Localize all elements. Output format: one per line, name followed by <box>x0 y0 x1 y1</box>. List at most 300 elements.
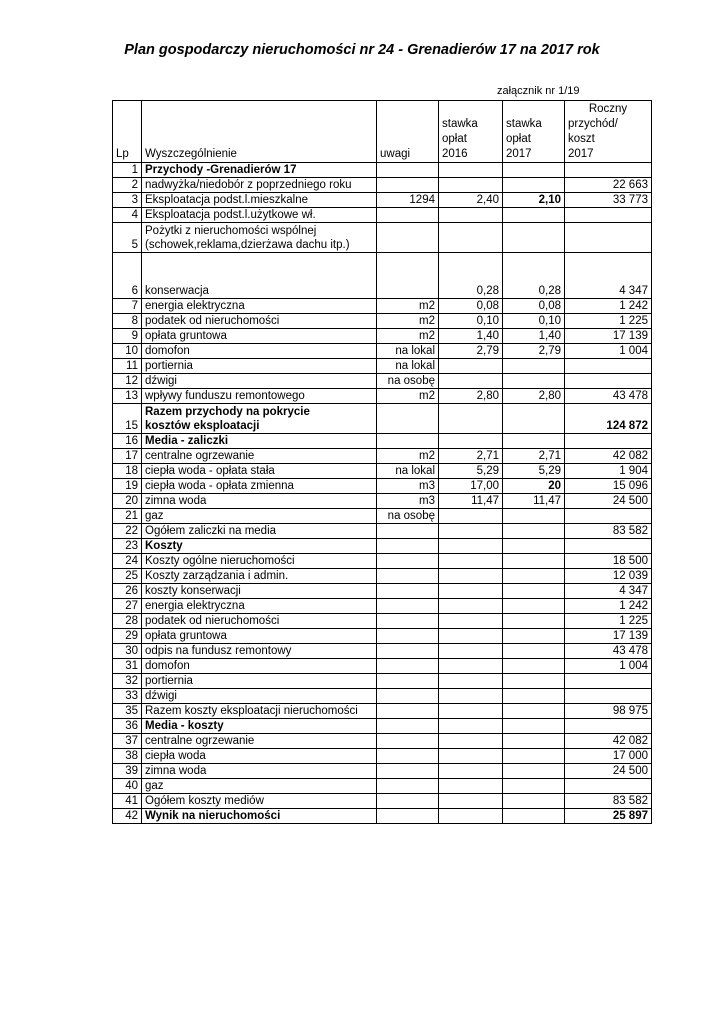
cell-annual: 4 347 <box>565 253 652 299</box>
cell-notes <box>377 719 439 734</box>
cell-rate-2016 <box>439 734 503 749</box>
cell-description: koszty konserwacji <box>142 584 377 599</box>
cell-annual: 1 904 <box>565 464 652 479</box>
cell-rate-2016 <box>439 749 503 764</box>
table-row <box>113 193 652 208</box>
cell-rate-2017 <box>503 629 565 644</box>
cell-rate-2017: 2,10 <box>503 193 565 208</box>
cell-rate-2017 <box>503 614 565 629</box>
cell-lp: 31 <box>113 659 142 674</box>
cell-notes <box>377 434 439 449</box>
cell-rate-2016 <box>439 524 503 539</box>
cell-lp: 29 <box>113 629 142 644</box>
header-lp: Lp <box>113 101 142 163</box>
cell-annual <box>565 208 652 223</box>
cell-description: Razem koszty eksploatacji nieruchomości <box>142 704 377 719</box>
cell-rate-2017 <box>503 163 565 178</box>
cell-rate-2017: 0,08 <box>503 299 565 314</box>
cell-annual: 83 582 <box>565 524 652 539</box>
cell-annual: 1 225 <box>565 314 652 329</box>
header-rate-2017 <box>503 101 565 163</box>
cell-lp: 28 <box>113 614 142 629</box>
cell-notes <box>377 599 439 614</box>
table-row <box>113 599 652 614</box>
cell-rate-2016 <box>439 794 503 809</box>
cell-lp: 13 <box>113 389 142 404</box>
cell-description: portiernia <box>142 359 377 374</box>
header-notes: uwagi <box>377 101 439 163</box>
cell-description-line: kosztów eksploatacji <box>145 420 260 432</box>
cell-description: centralne ogrzewanie <box>142 449 377 464</box>
cell-description: wpływy funduszu remontowego <box>142 389 377 404</box>
cell-lp: 38 <box>113 749 142 764</box>
cell-rate-2016 <box>439 178 503 193</box>
cell-lp: 3 <box>113 193 142 208</box>
cell-rate-2016 <box>439 614 503 629</box>
cell-rate-2017 <box>503 644 565 659</box>
cell-rate-2016: 1,40 <box>439 329 503 344</box>
cell-rate-2017: 2,79 <box>503 344 565 359</box>
cell-annual: 12 039 <box>565 569 652 584</box>
cell-rate-2016 <box>439 374 503 389</box>
cell-rate-2017 <box>503 719 565 734</box>
cell-lp: 8 <box>113 314 142 329</box>
table-row <box>113 163 652 178</box>
cell-lp: 21 <box>113 509 142 524</box>
cell-lp: 5 <box>113 223 142 253</box>
table-row <box>113 629 652 644</box>
cell-description: energia elektryczna <box>142 599 377 614</box>
cell-description: Przychody -Grenadierów 17 <box>142 163 377 178</box>
header-annual-line: koszt <box>568 133 595 145</box>
cell-annual: 124 872 <box>565 404 652 434</box>
cell-notes: m3 <box>377 479 439 494</box>
cell-notes: na lokal <box>377 464 439 479</box>
cell-annual: 24 500 <box>565 764 652 779</box>
cell-lp: 35 <box>113 704 142 719</box>
cell-annual <box>565 674 652 689</box>
cell-description: dźwigi <box>142 374 377 389</box>
cell-rate-2016 <box>439 764 503 779</box>
cell-notes: m2 <box>377 449 439 464</box>
cell-annual: 43 478 <box>565 644 652 659</box>
cell-notes: na osobę <box>377 509 439 524</box>
cell-rate-2017: 5,29 <box>503 464 565 479</box>
cell-notes: m2 <box>377 314 439 329</box>
cell-rate-2016 <box>439 674 503 689</box>
cell-lp: 11 <box>113 359 142 374</box>
cell-lp: 4 <box>113 208 142 223</box>
header-annual-line: Roczny <box>588 103 628 115</box>
cell-annual: 1 004 <box>565 659 652 674</box>
table-row <box>113 779 652 794</box>
cell-lp: 39 <box>113 764 142 779</box>
cell-description: nadwyżka/niedobór z poprzedniego roku <box>142 178 377 193</box>
cell-annual <box>565 689 652 704</box>
cell-rate-2016: 17,00 <box>439 479 503 494</box>
cell-description: Media - koszty <box>142 719 377 734</box>
cell-annual: 98 975 <box>565 704 652 719</box>
cell-description: energia elektryczna <box>142 299 377 314</box>
cell-description: opłata gruntowa <box>142 629 377 644</box>
cell-notes <box>377 404 439 434</box>
cell-notes <box>377 569 439 584</box>
cell-rate-2016: 2,79 <box>439 344 503 359</box>
cell-notes <box>377 223 439 253</box>
cell-rate-2016: 11,47 <box>439 494 503 509</box>
cell-annual <box>565 539 652 554</box>
table-row <box>113 359 652 374</box>
cell-description: Eksploatacja podst.l.mieszkalne <box>142 193 377 208</box>
header-rate-2016-line: stawka <box>442 118 478 130</box>
cell-description: centralne ogrzewanie <box>142 734 377 749</box>
cell-description: opłata gruntowa <box>142 329 377 344</box>
cell-rate-2016 <box>439 569 503 584</box>
cell-annual: 18 500 <box>565 554 652 569</box>
cell-rate-2016 <box>439 629 503 644</box>
cell-description: Koszty ogólne nieruchomości <box>142 554 377 569</box>
cell-lp: 9 <box>113 329 142 344</box>
cell-description: dźwigi <box>142 689 377 704</box>
cell-annual: 83 582 <box>565 794 652 809</box>
cell-annual <box>565 719 652 734</box>
cell-description: zimna woda <box>142 764 377 779</box>
table-row <box>113 479 652 494</box>
cell-notes <box>377 749 439 764</box>
cell-rate-2016 <box>439 434 503 449</box>
cell-annual <box>565 434 652 449</box>
cell-rate-2016 <box>439 809 503 824</box>
cell-description-line: Pożytki z nieruchomości wspólnej <box>145 225 317 237</box>
cell-rate-2017 <box>503 659 565 674</box>
cell-lp: 1 <box>113 163 142 178</box>
cell-annual: 17 139 <box>565 629 652 644</box>
plan-table <box>112 100 652 824</box>
cell-description: Media - zaliczki <box>142 434 377 449</box>
cell-description: Koszty zarządzania i admin. <box>142 569 377 584</box>
cell-notes: m3 <box>377 494 439 509</box>
table-row <box>113 253 652 299</box>
cell-annual: 17 000 <box>565 749 652 764</box>
cell-description-line: (schowek,reklama,dzierżawa dachu itp.) <box>145 239 350 251</box>
cell-lp: 32 <box>113 674 142 689</box>
page-title: Plan gospodarczy nieruchomości nr 24 - Grenadierów 17 na 2017 rok <box>124 42 600 58</box>
cell-annual: 43 478 <box>565 389 652 404</box>
cell-rate-2017 <box>503 178 565 193</box>
cell-notes <box>377 178 439 193</box>
cell-annual: 24 500 <box>565 494 652 509</box>
cell-annual <box>565 779 652 794</box>
cell-rate-2017 <box>503 404 565 434</box>
cell-notes <box>377 779 439 794</box>
cell-notes <box>377 809 439 824</box>
cell-rate-2017: 1,40 <box>503 329 565 344</box>
cell-lp: 30 <box>113 644 142 659</box>
cell-rate-2017 <box>503 539 565 554</box>
table-row <box>113 509 652 524</box>
cell-annual: 4 347 <box>565 584 652 599</box>
cell-rate-2016 <box>439 509 503 524</box>
cell-notes <box>377 253 439 299</box>
cell-notes <box>377 674 439 689</box>
cell-description: gaz <box>142 509 377 524</box>
cell-description: domofon <box>142 344 377 359</box>
table-row <box>113 539 652 554</box>
cell-lp: 24 <box>113 554 142 569</box>
cell-notes <box>377 644 439 659</box>
cell-notes: na osobę <box>377 374 439 389</box>
cell-notes <box>377 163 439 178</box>
cell-notes <box>377 208 439 223</box>
cell-rate-2016 <box>439 779 503 794</box>
cell-description: ciepła woda - opłata stała <box>142 464 377 479</box>
table-row <box>113 584 652 599</box>
cell-notes: 1294 <box>377 193 439 208</box>
cell-notes <box>377 659 439 674</box>
cell-annual <box>565 374 652 389</box>
cell-description: Wynik na nieruchomości <box>142 809 377 824</box>
cell-lp: 37 <box>113 734 142 749</box>
cell-notes: m2 <box>377 299 439 314</box>
header-rate-2016-line: opłat <box>442 133 467 145</box>
cell-notes <box>377 689 439 704</box>
cell-lp: 10 <box>113 344 142 359</box>
cell-annual: 1 004 <box>565 344 652 359</box>
cell-rate-2017 <box>503 809 565 824</box>
cell-rate-2017 <box>503 584 565 599</box>
cell-description <box>142 223 377 253</box>
cell-rate-2016 <box>439 359 503 374</box>
header-description: Wyszczególnienie <box>142 101 377 163</box>
cell-rate-2017 <box>503 779 565 794</box>
cell-rate-2017 <box>503 689 565 704</box>
cell-rate-2016: 2,71 <box>439 449 503 464</box>
cell-rate-2017: 2,71 <box>503 449 565 464</box>
table-row <box>113 434 652 449</box>
cell-lp: 16 <box>113 434 142 449</box>
cell-description: portiernia <box>142 674 377 689</box>
cell-rate-2016: 0,10 <box>439 314 503 329</box>
cell-lp: 6 <box>113 253 142 299</box>
cell-annual: 22 663 <box>565 178 652 193</box>
cell-description: domofon <box>142 659 377 674</box>
cell-rate-2016 <box>439 704 503 719</box>
cell-notes <box>377 614 439 629</box>
table-row <box>113 554 652 569</box>
cell-rate-2016 <box>439 163 503 178</box>
table-row <box>113 674 652 689</box>
cell-notes <box>377 554 439 569</box>
header-annual-line: 2017 <box>568 148 594 160</box>
cell-description: ciepła woda <box>142 749 377 764</box>
cell-rate-2017: 0,28 <box>503 253 565 299</box>
cell-description-line: Razem przychody na pokrycie <box>145 406 310 418</box>
cell-lp: 17 <box>113 449 142 464</box>
cell-notes <box>377 794 439 809</box>
cell-rate-2017 <box>503 374 565 389</box>
cell-annual <box>565 509 652 524</box>
cell-rate-2016: 2,40 <box>439 193 503 208</box>
cell-lp: 20 <box>113 494 142 509</box>
table-row <box>113 719 652 734</box>
cell-rate-2017 <box>503 764 565 779</box>
cell-rate-2016 <box>439 404 503 434</box>
table-row <box>113 223 652 253</box>
cell-rate-2017 <box>503 359 565 374</box>
cell-lp: 12 <box>113 374 142 389</box>
cell-rate-2017 <box>503 569 565 584</box>
cell-annual: 33 773 <box>565 193 652 208</box>
cell-lp: 27 <box>113 599 142 614</box>
cell-rate-2017 <box>503 524 565 539</box>
cell-description: Ogółem koszty mediów <box>142 794 377 809</box>
table-row <box>113 614 652 629</box>
cell-description: ciepła woda - opłata zmienna <box>142 479 377 494</box>
table-row <box>113 299 652 314</box>
table-row <box>113 178 652 193</box>
table-row <box>113 329 652 344</box>
cell-rate-2016: 2,80 <box>439 389 503 404</box>
cell-notes <box>377 764 439 779</box>
cell-lp: 2 <box>113 178 142 193</box>
plan-table-body <box>113 101 652 824</box>
table-row <box>113 659 652 674</box>
cell-lp: 15 <box>113 404 142 434</box>
cell-rate-2016 <box>439 223 503 253</box>
cell-rate-2016 <box>439 644 503 659</box>
cell-notes <box>377 629 439 644</box>
header-rate-2017-line: 2017 <box>506 148 532 160</box>
table-row <box>113 389 652 404</box>
cell-notes <box>377 584 439 599</box>
table-row <box>113 794 652 809</box>
table-row <box>113 464 652 479</box>
cell-rate-2017 <box>503 223 565 253</box>
table-row <box>113 404 652 434</box>
cell-description: gaz <box>142 779 377 794</box>
table-row <box>113 314 652 329</box>
cell-rate-2017 <box>503 434 565 449</box>
table-row <box>113 208 652 223</box>
cell-annual <box>565 223 652 253</box>
table-row <box>113 704 652 719</box>
cell-description: konserwacja <box>142 253 377 299</box>
cell-rate-2017 <box>503 734 565 749</box>
cell-lp: 19 <box>113 479 142 494</box>
cell-lp: 18 <box>113 464 142 479</box>
cell-rate-2016: 0,28 <box>439 253 503 299</box>
cell-notes <box>377 704 439 719</box>
cell-annual <box>565 359 652 374</box>
cell-lp: 7 <box>113 299 142 314</box>
cell-rate-2016 <box>439 539 503 554</box>
cell-rate-2017 <box>503 704 565 719</box>
cell-description: odpis na fundusz remontowy <box>142 644 377 659</box>
cell-description: zimna woda <box>142 494 377 509</box>
cell-lp: 33 <box>113 689 142 704</box>
cell-annual: 17 139 <box>565 329 652 344</box>
cell-description: Ogółem zaliczki na media <box>142 524 377 539</box>
header-rate-2016-line: 2016 <box>442 148 468 160</box>
cell-annual: 1 225 <box>565 614 652 629</box>
table-row <box>113 689 652 704</box>
cell-rate-2016 <box>439 584 503 599</box>
cell-notes <box>377 734 439 749</box>
cell-rate-2016 <box>439 659 503 674</box>
cell-annual: 42 082 <box>565 449 652 464</box>
table-row <box>113 449 652 464</box>
cell-rate-2017: 2,80 <box>503 389 565 404</box>
cell-description: podatek od nieruchomości <box>142 614 377 629</box>
cell-notes <box>377 524 439 539</box>
cell-notes: m2 <box>377 329 439 344</box>
cell-lp: 23 <box>113 539 142 554</box>
table-row <box>113 494 652 509</box>
cell-lp: 40 <box>113 779 142 794</box>
cell-lp: 42 <box>113 809 142 824</box>
cell-rate-2017 <box>503 509 565 524</box>
cell-rate-2016: 5,29 <box>439 464 503 479</box>
table-row <box>113 524 652 539</box>
table-header-row <box>113 101 652 163</box>
cell-annual: 15 096 <box>565 479 652 494</box>
header-annual <box>565 101 652 163</box>
cell-annual: 25 897 <box>565 809 652 824</box>
cell-description: Koszty <box>142 539 377 554</box>
header-rate-2017-line: opłat <box>506 133 531 145</box>
cell-lp: 22 <box>113 524 142 539</box>
table-row <box>113 344 652 359</box>
cell-lp: 26 <box>113 584 142 599</box>
cell-notes: m2 <box>377 389 439 404</box>
cell-rate-2017 <box>503 599 565 614</box>
cell-notes: na lokal <box>377 344 439 359</box>
cell-rate-2017 <box>503 554 565 569</box>
cell-description: Eksploatacja podst.l.użytkowe wł. <box>142 208 377 223</box>
cell-rate-2016 <box>439 599 503 614</box>
table-row <box>113 749 652 764</box>
header-annual-line: przychód/ <box>568 118 618 130</box>
cell-description <box>142 404 377 434</box>
table-row <box>113 644 652 659</box>
cell-rate-2017 <box>503 208 565 223</box>
cell-annual: 1 242 <box>565 299 652 314</box>
cell-lp: 25 <box>113 569 142 584</box>
cell-rate-2017: 20 <box>503 479 565 494</box>
cell-rate-2016 <box>439 689 503 704</box>
table-row <box>113 764 652 779</box>
cell-rate-2016 <box>439 554 503 569</box>
cell-description: podatek od nieruchomości <box>142 314 377 329</box>
cell-rate-2017 <box>503 674 565 689</box>
table-row <box>113 809 652 824</box>
table-row <box>113 374 652 389</box>
cell-lp: 41 <box>113 794 142 809</box>
attachment-label: załącznik nr 1/19 <box>497 85 580 97</box>
cell-annual: 42 082 <box>565 734 652 749</box>
table-row <box>113 734 652 749</box>
cell-annual <box>565 163 652 178</box>
cell-rate-2017 <box>503 794 565 809</box>
cell-annual: 1 242 <box>565 599 652 614</box>
table-row <box>113 569 652 584</box>
cell-lp: 36 <box>113 719 142 734</box>
cell-notes: na lokal <box>377 359 439 374</box>
header-rate-2016 <box>439 101 503 163</box>
cell-rate-2016 <box>439 208 503 223</box>
cell-rate-2017 <box>503 749 565 764</box>
cell-notes <box>377 539 439 554</box>
